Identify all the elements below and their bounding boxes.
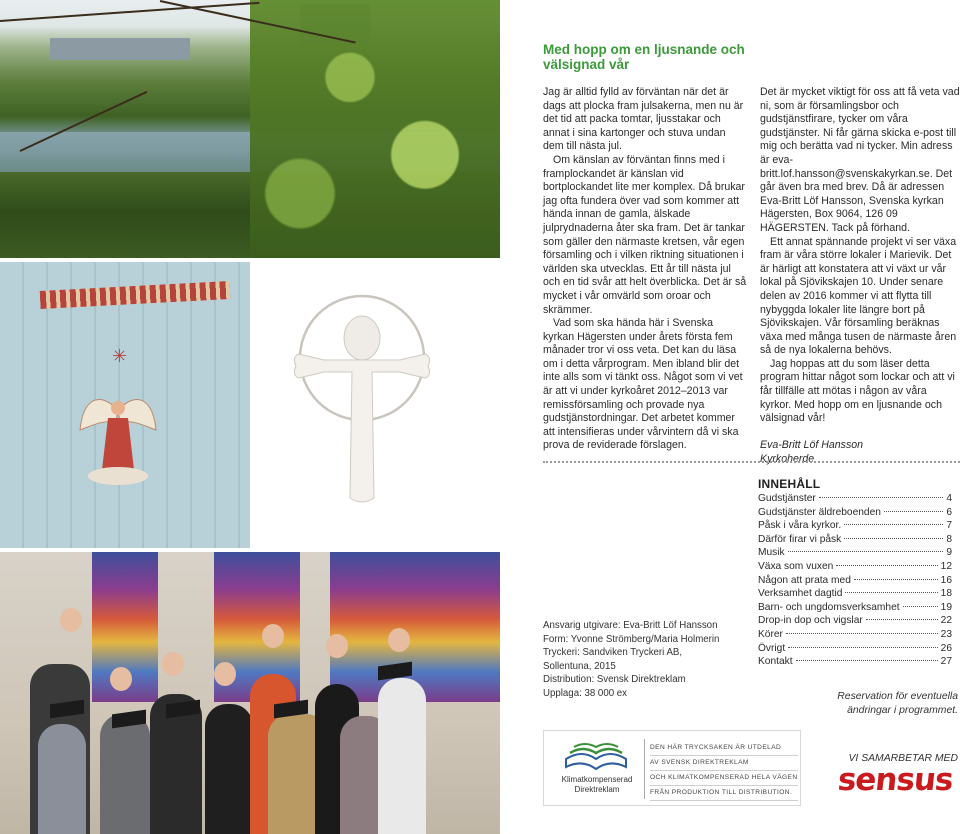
- toc-item: [758, 601, 952, 615]
- toc-item-page: 19: [940, 601, 952, 613]
- toc-item-label: Barn- och ungdomsverksamhet: [758, 601, 900, 613]
- singer-figure: [378, 678, 426, 834]
- toc-item-label: Drop-in dop och vigslar: [758, 615, 863, 627]
- photo-buildings: [50, 38, 190, 60]
- colophon: [543, 619, 753, 700]
- toc-item-page: 18: [940, 588, 952, 600]
- sensus-logo: sensus: [836, 762, 955, 798]
- toc-item-page: 12: [940, 560, 952, 572]
- singer-head: [388, 628, 410, 652]
- article-paragraph: Det är mycket viktigt för oss att få veta vad ni, som är församlingsbor och gudstjänstfirare, tycker om våra gudstjänster. Ni får gärna skicka e-post till mig och berätta vad ni tycker. Min adress är eva-britt.lof.hansson@svenskakyrkan.se. Det går även bra med brev. Då är adressen Eva-Britt Löf Hansson, Svenska kyrkan Hägersten, Box 9064, 126 09 HÄGERSTEN. Tack på förhand.: [760, 86, 960, 234]
- toc-leader-dots: [819, 497, 944, 498]
- toc-item: [758, 492, 952, 506]
- toc-item-label: Övrigt: [758, 642, 786, 654]
- klimat-message-line: OCH KLIMATKOMPENSERAD HELA VÄGEN: [650, 771, 798, 786]
- toc-item-label: Påsk i våra kyrkor.: [758, 520, 842, 532]
- colophon-line: Form: Yvonne Strömberg/Maria Holmerin: [543, 633, 720, 645]
- reservation-note: Reservation för eventuella ändringar i programmet.: [837, 691, 958, 716]
- singer-head: [214, 662, 236, 686]
- klimat-logo-text: [560, 775, 634, 795]
- signature-role: Kyrkoherde: [760, 453, 815, 466]
- article-column-right: [760, 86, 960, 467]
- singer-head: [162, 652, 184, 676]
- toc-item: [758, 614, 952, 628]
- toc-heading: INNEHÅLL: [758, 477, 821, 491]
- toc-item-label: Körer: [758, 628, 783, 640]
- photo-foliage: [250, 0, 500, 258]
- article-paragraph: Jag är alltid fylld av förväntan när det är dags att plocka fram julsakerna, men nu är det tid att packa tomtar, ljusstakar och annat i sina kartonger och stuva undan dem till nästa jul.: [543, 86, 744, 153]
- toc-item-label: Därför firar vi påsk: [758, 533, 842, 545]
- colophon-line: Upplaga: 38 000 ex: [543, 687, 628, 699]
- ceiling-star-icon: ✳: [112, 346, 128, 366]
- klimat-message-line: DEN HÄR TRYCKSAKEN ÄR UTDELAD: [650, 741, 798, 756]
- klimat-message-line: AV SVENSK DIREKTREKLAM: [650, 756, 798, 771]
- toc-leader-dots: [903, 606, 938, 607]
- cross-sculpture-photo: [262, 262, 500, 548]
- toc-item: [758, 560, 952, 574]
- article-paragraph: Vad som ska hända här i Svenska kyrkan Hägersten under årets första fem månader tror vi oss veta. Det kan du läsa om i detta vårprogram. Men ibland blir det inte alls som vi tänkt oss. Något som vi vet är att vi under kyrkoåret 2012–2013 var remissförsamling och provade nya gudstjänstordningar. Det arbetet kommer att intensifieras under vårvintern då vi ska prova de reviderade förslagen.: [543, 317, 743, 452]
- toc-item-page: 8: [946, 533, 952, 545]
- toc-item-label: Kontakt: [758, 656, 793, 668]
- singer-head: [326, 634, 348, 658]
- painted-ceiling-photo: [0, 262, 250, 548]
- section-divider: [543, 461, 960, 463]
- toc-leader-dots: [854, 579, 938, 580]
- toc-item-page: 9: [946, 547, 952, 559]
- article-paragraph: Om känslan av förväntan finns med i framplockandet är känslan vid bortplockandet lite mer komplex. Då brukar jag ofta fundera över vad som kommer att hända innan de gamla, älskade julprydnaderna åter ska fram. Det är tankar som gäller den närmaste kretsen, vår egen församling och i vilken riktning situationen i världen ska utvecklas. Ett år till nästa jul och en tid svår att helt överblicka. Det är så mycket i vår omvärld som oroar och skrämmer.: [543, 153, 747, 316]
- colophon-line: Ansvarig utgivare: Eva-Britt Löf Hansson: [543, 620, 718, 631]
- toc-item-label: Musik: [758, 547, 785, 559]
- toc-item: [758, 587, 952, 601]
- singer-head: [262, 624, 284, 648]
- colophon-line: Sollentuna, 2015: [543, 660, 616, 672]
- partner-caption: VI SAMARBETAR MED: [848, 753, 958, 764]
- toc-leader-dots: [788, 551, 944, 552]
- toc-item-label: Någon att prata med: [758, 574, 851, 586]
- toc-item: [758, 533, 952, 547]
- toc-leader-dots: [845, 592, 937, 593]
- article-title: Med hopp om en ljusnande och välsignad vår: [543, 42, 745, 72]
- toc-item: [758, 506, 952, 520]
- toc-item-page: 27: [940, 656, 952, 668]
- toc-item-label: Verksamhet dagtid: [758, 588, 843, 600]
- singer-head: [110, 667, 132, 691]
- toc-item-page: 22: [940, 615, 952, 627]
- klimat-message: [650, 741, 798, 801]
- toc-item: [758, 642, 952, 656]
- singer-figure: [100, 714, 150, 834]
- toc-item-page: 23: [940, 628, 952, 640]
- article-column-left: [543, 86, 747, 453]
- klimat-logo-line: Direktreklam: [574, 785, 620, 794]
- toc-item-page: 6: [946, 506, 952, 518]
- toc-leader-dots: [836, 565, 937, 566]
- toc-item-page: 7: [946, 520, 952, 532]
- toc-item-label: Gudstjänster äldreboenden: [758, 506, 881, 518]
- toc-item: [758, 574, 952, 588]
- toc-item-page: 26: [940, 642, 952, 654]
- toc-item-page: 4: [946, 493, 952, 504]
- angel-painting: [78, 380, 158, 490]
- klimatkompenserad-badge: [543, 730, 801, 806]
- klimat-logo-line: Klimatkompenserad: [561, 775, 633, 784]
- singer-head: [60, 608, 82, 632]
- ceiling-ornament-band: [40, 281, 231, 309]
- lake-photo: [0, 0, 500, 258]
- klimat-message-line: FRÅN PRODUKTION TILL DISTRIBUTION.: [650, 786, 798, 801]
- singer-figure: [38, 724, 86, 834]
- table-of-contents: [758, 492, 952, 669]
- article-paragraph: Ett annat spännande projekt vi ser växa fram är våra större lokaler i Marievik. Det är härligt att konstatera att vi växt ur vår lokal på Sjövikskajen 10. Under senare delen av 2016 kommer vi att flytta till nybyggda lokaler lite längre bort på Sjövikskajen. Vår församling beräknas växa med många tusen de närmaste åren så de nya lokalerna behövs.: [760, 235, 957, 357]
- colophon-line: Distribution: Svensk Direktreklam: [543, 674, 686, 685]
- cross-with-ring-icon: [262, 262, 500, 548]
- toc-leader-dots: [844, 524, 943, 525]
- toc-item: [758, 546, 952, 560]
- toc-item-label: Gudstjänster: [758, 493, 816, 504]
- toc-leader-dots: [796, 660, 938, 661]
- colophon-line: Tryckeri: Sandviken Tryckeri AB,: [543, 647, 683, 658]
- toc-leader-dots: [866, 619, 938, 620]
- toc-item: [758, 655, 952, 669]
- toc-leader-dots: [786, 633, 938, 634]
- toc-item: [758, 628, 952, 642]
- toc-item-label: Växa som vuxen: [758, 560, 834, 572]
- toc-leader-dots: [844, 538, 943, 539]
- toc-item-page: 16: [940, 574, 952, 586]
- singer-figure: [205, 704, 253, 834]
- badge-divider: [644, 739, 645, 799]
- signature-name: Eva-Britt Löf Hansson: [760, 439, 864, 452]
- toc-leader-dots: [788, 647, 937, 648]
- stained-glass-window: [330, 552, 500, 702]
- toc-item: [758, 519, 952, 533]
- choir-photo: [0, 552, 500, 834]
- toc-leader-dots: [884, 511, 943, 512]
- article-paragraph: Jag hoppas att du som läser detta program hittar något som lockar och att vi får tillfälle att mötas i någon av våra kyrkor. Med hopp om en ljusnande och välsignad vår!: [760, 357, 955, 425]
